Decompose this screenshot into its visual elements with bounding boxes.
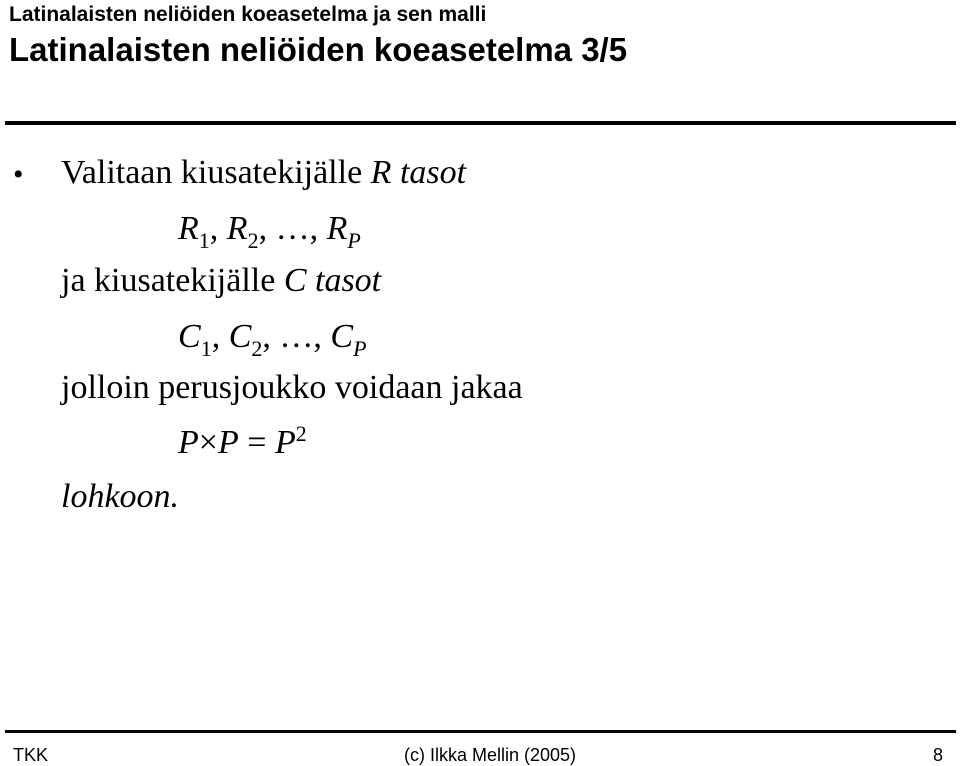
formula-r-levels <box>178 209 361 253</box>
rp-sym: R <box>326 210 348 247</box>
r2-sub: 2 <box>247 228 259 253</box>
footer-left: TKK <box>13 745 49 765</box>
r-ellipsis: … <box>275 210 310 247</box>
section-title: Latinalaisten neliöiden koeasetelma ja sen malli <box>9 3 487 26</box>
line2-text: ja kiusatekijälle <box>61 262 284 299</box>
times-symbol: × <box>198 424 218 461</box>
rp-sub: P <box>347 228 361 253</box>
p-a: P <box>178 424 199 461</box>
c-sep2: , <box>262 318 280 355</box>
cp-sym: C <box>330 318 354 355</box>
p-b: P <box>217 424 239 461</box>
p-exponent: 2 <box>295 421 307 446</box>
bullet-icon: • <box>13 158 24 191</box>
r1-sym: R <box>178 210 199 247</box>
formula-p-squared <box>178 423 307 463</box>
r-sep1: , <box>209 210 227 247</box>
c2-sym: C <box>228 318 252 355</box>
line1-var: R <box>370 154 392 191</box>
top-divider <box>5 121 956 125</box>
line2-tail: tasot <box>306 262 382 299</box>
line-jolloin: jolloin perusjoukko voidaan jakaa <box>61 369 523 406</box>
line-kiusatekijalle-c <box>61 261 381 301</box>
c-sep3: , <box>313 318 331 355</box>
c2-sub: 2 <box>251 336 263 361</box>
line-valitaan <box>61 153 466 193</box>
line2-var: C <box>283 262 307 299</box>
footer-center: (c) Ilkka Mellin (2005) <box>404 745 577 765</box>
c-ellipsis: … <box>279 318 314 355</box>
c1-sub: 1 <box>200 336 212 361</box>
c-sep1: , <box>211 318 229 355</box>
cp-sub: P <box>353 336 367 361</box>
equals-symbol: = <box>238 424 275 461</box>
bottom-divider <box>5 730 956 733</box>
line-lohkoon: lohkoon. <box>61 478 180 515</box>
r1-sub: 1 <box>198 228 210 253</box>
r-sep2: , <box>258 210 276 247</box>
slide-title: Latinalaisten neliöiden koeasetelma 3/5 <box>9 31 628 68</box>
line1-tail: tasot <box>391 154 467 191</box>
line1-text: Valitaan kiusatekijälle <box>61 154 371 191</box>
formula-c-levels <box>178 317 367 361</box>
r-sep3: , <box>309 210 327 247</box>
p-c: P <box>274 424 296 461</box>
page-number: 8 <box>933 745 944 765</box>
r2-sym: R <box>226 210 248 247</box>
c1-sym: C <box>178 318 201 355</box>
